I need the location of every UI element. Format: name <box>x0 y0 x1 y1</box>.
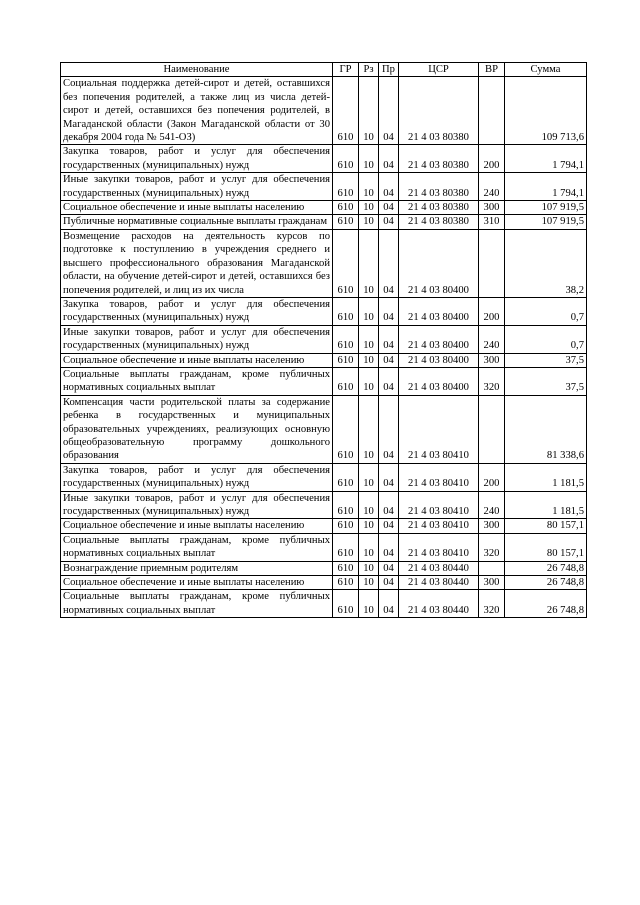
cell-name: Социальные выплаты гражданам, кроме публичных нормативных социальных выплат <box>61 367 333 395</box>
table-row <box>61 519 587 533</box>
cell-pr: 04 <box>379 519 399 533</box>
table-row <box>61 561 587 575</box>
cell-csr: 21 4 03 80400 <box>399 229 479 297</box>
table-row <box>61 201 587 215</box>
cell-name: Иные закупки товаров, работ и услуг для обеспечения государственных (муниципальных) нужд <box>61 325 333 353</box>
cell-sum: 107 919,5 <box>505 201 587 215</box>
cell-sum: 1 794,1 <box>505 145 587 173</box>
cell-pr: 04 <box>379 201 399 215</box>
cell-sum: 80 157,1 <box>505 519 587 533</box>
cell-rz: 10 <box>359 325 379 353</box>
cell-rz: 10 <box>359 576 379 590</box>
cell-rz: 10 <box>359 229 379 297</box>
cell-csr: 21 4 03 80440 <box>399 576 479 590</box>
cell-csr: 21 4 03 80410 <box>399 463 479 491</box>
cell-sum: 109 713,6 <box>505 77 587 145</box>
cell-gr: 610 <box>333 229 359 297</box>
cell-sum: 0,7 <box>505 325 587 353</box>
cell-rz: 10 <box>359 367 379 395</box>
cell-vr: 320 <box>479 367 505 395</box>
cell-gr: 610 <box>333 519 359 533</box>
cell-name: Социальные выплаты гражданам, кроме публичных нормативных социальных выплат <box>61 533 333 561</box>
cell-csr: 21 4 03 80410 <box>399 533 479 561</box>
cell-name: Закупка товаров, работ и услуг для обеспечения государственных (муниципальных) нужд <box>61 463 333 491</box>
cell-gr: 610 <box>333 395 359 463</box>
cell-csr: 21 4 03 80400 <box>399 353 479 367</box>
cell-name: Вознаграждение приемным родителям <box>61 561 333 575</box>
cell-csr: 21 4 03 80380 <box>399 145 479 173</box>
cell-rz: 10 <box>359 533 379 561</box>
cell-rz: 10 <box>359 145 379 173</box>
cell-vr: 200 <box>479 145 505 173</box>
cell-gr: 610 <box>333 533 359 561</box>
cell-vr: 240 <box>479 173 505 201</box>
cell-csr: 21 4 03 80380 <box>399 201 479 215</box>
cell-rz: 10 <box>359 215 379 229</box>
cell-vr: 300 <box>479 519 505 533</box>
header-rz: Рз <box>359 63 379 77</box>
cell-sum: 26 748,8 <box>505 590 587 618</box>
cell-gr: 610 <box>333 325 359 353</box>
cell-pr: 04 <box>379 353 399 367</box>
cell-vr <box>479 561 505 575</box>
cell-gr: 610 <box>333 463 359 491</box>
cell-name: Социальное обеспечение и иные выплаты населению <box>61 519 333 533</box>
cell-vr: 240 <box>479 325 505 353</box>
cell-name: Иные закупки товаров, работ и услуг для обеспечения государственных (муниципальных) нужд <box>61 173 333 201</box>
table-row <box>61 395 587 463</box>
cell-name: Социальное обеспечение и иные выплаты населению <box>61 201 333 215</box>
cell-rz: 10 <box>359 77 379 145</box>
cell-rz: 10 <box>359 590 379 618</box>
header-sum: Сумма <box>505 63 587 77</box>
cell-name: Возмещение расходов на деятельность курсов по подготовке к поступлению в учреждения среднего и высшего профессионального образования Магаданской области, на обучение детей-сирот и детей, оставшихся без попечения родителей, и лиц из их числа <box>61 229 333 297</box>
cell-vr: 240 <box>479 491 505 519</box>
cell-rz: 10 <box>359 395 379 463</box>
cell-vr: 200 <box>479 463 505 491</box>
cell-sum: 26 748,8 <box>505 561 587 575</box>
table-row <box>61 590 587 618</box>
cell-pr: 04 <box>379 561 399 575</box>
cell-pr: 04 <box>379 77 399 145</box>
cell-pr: 04 <box>379 576 399 590</box>
cell-csr: 21 4 03 80400 <box>399 367 479 395</box>
cell-sum: 1 181,5 <box>505 463 587 491</box>
cell-sum: 80 157,1 <box>505 533 587 561</box>
cell-name: Закупка товаров, работ и услуг для обеспечения государственных (муниципальных) нужд <box>61 297 333 325</box>
cell-vr: 320 <box>479 533 505 561</box>
table-row <box>61 491 587 519</box>
table-row <box>61 297 587 325</box>
cell-csr: 21 4 03 80400 <box>399 325 479 353</box>
table-row <box>61 325 587 353</box>
budget-table <box>60 62 587 618</box>
cell-rz: 10 <box>359 491 379 519</box>
cell-vr: 320 <box>479 590 505 618</box>
cell-vr: 310 <box>479 215 505 229</box>
cell-pr: 04 <box>379 229 399 297</box>
table-row <box>61 229 587 297</box>
cell-pr: 04 <box>379 215 399 229</box>
cell-gr: 610 <box>333 367 359 395</box>
cell-gr: 610 <box>333 201 359 215</box>
cell-vr: 300 <box>479 201 505 215</box>
cell-sum: 1 181,5 <box>505 491 587 519</box>
cell-csr: 21 4 03 80410 <box>399 519 479 533</box>
cell-rz: 10 <box>359 519 379 533</box>
cell-csr: 21 4 03 80440 <box>399 590 479 618</box>
cell-sum: 38,2 <box>505 229 587 297</box>
cell-pr: 04 <box>379 325 399 353</box>
table-row <box>61 367 587 395</box>
table-row <box>61 145 587 173</box>
cell-rz: 10 <box>359 297 379 325</box>
cell-gr: 610 <box>333 173 359 201</box>
cell-name: Социальная поддержка детей-сирот и детей, оставшихся без попечения родителей, а также лиц из числа детей-сирот и детей, оставшихся без попечения родителей, в Магаданской области (Закон Магаданской области от 30 декабря 2004 года № 541-ОЗ) <box>61 77 333 145</box>
cell-sum: 26 748,8 <box>505 576 587 590</box>
cell-gr: 610 <box>333 353 359 367</box>
cell-sum: 1 794,1 <box>505 173 587 201</box>
header-vr: ВР <box>479 63 505 77</box>
cell-rz: 10 <box>359 463 379 491</box>
cell-csr: 21 4 03 80410 <box>399 491 479 519</box>
cell-csr: 21 4 03 80380 <box>399 215 479 229</box>
cell-rz: 10 <box>359 353 379 367</box>
cell-vr: 200 <box>479 297 505 325</box>
table-row <box>61 77 587 145</box>
cell-name: Компенсация части родительской платы за содержание ребенка в государственных и муниципальных образовательных учреждениях, реализующих основную общеобразовательную программу дошкольного образования <box>61 395 333 463</box>
cell-vr <box>479 395 505 463</box>
cell-pr: 04 <box>379 463 399 491</box>
cell-rz: 10 <box>359 561 379 575</box>
table-row <box>61 463 587 491</box>
cell-name: Иные закупки товаров, работ и услуг для обеспечения государственных (муниципальных) нужд <box>61 491 333 519</box>
cell-name: Публичные нормативные социальные выплаты гражданам <box>61 215 333 229</box>
table-row <box>61 173 587 201</box>
cell-sum: 37,5 <box>505 367 587 395</box>
cell-gr: 610 <box>333 77 359 145</box>
cell-gr: 610 <box>333 297 359 325</box>
cell-rz: 10 <box>359 201 379 215</box>
header-csr: ЦСР <box>399 63 479 77</box>
cell-name: Социальное обеспечение и иные выплаты населению <box>61 353 333 367</box>
cell-gr: 610 <box>333 561 359 575</box>
cell-vr <box>479 229 505 297</box>
cell-sum: 81 338,6 <box>505 395 587 463</box>
table-body <box>61 77 587 618</box>
cell-csr: 21 4 03 80440 <box>399 561 479 575</box>
cell-csr: 21 4 03 80400 <box>399 297 479 325</box>
cell-rz: 10 <box>359 173 379 201</box>
table-row <box>61 533 587 561</box>
table-row <box>61 576 587 590</box>
cell-gr: 610 <box>333 576 359 590</box>
cell-gr: 610 <box>333 145 359 173</box>
cell-vr <box>479 77 505 145</box>
cell-gr: 610 <box>333 491 359 519</box>
cell-gr: 610 <box>333 590 359 618</box>
cell-pr: 04 <box>379 590 399 618</box>
cell-vr: 300 <box>479 576 505 590</box>
cell-name: Социальное обеспечение и иные выплаты населению <box>61 576 333 590</box>
cell-sum: 107 919,5 <box>505 215 587 229</box>
cell-sum: 37,5 <box>505 353 587 367</box>
cell-pr: 04 <box>379 491 399 519</box>
cell-csr: 21 4 03 80380 <box>399 77 479 145</box>
cell-pr: 04 <box>379 145 399 173</box>
table-row <box>61 215 587 229</box>
cell-name: Социальные выплаты гражданам, кроме публичных нормативных социальных выплат <box>61 590 333 618</box>
cell-pr: 04 <box>379 173 399 201</box>
cell-name: Закупка товаров, работ и услуг для обеспечения государственных (муниципальных) нужд <box>61 145 333 173</box>
table-header-row <box>61 63 587 77</box>
cell-sum: 0,7 <box>505 297 587 325</box>
header-gr: ГР <box>333 63 359 77</box>
table-row <box>61 353 587 367</box>
cell-gr: 610 <box>333 215 359 229</box>
cell-pr: 04 <box>379 297 399 325</box>
header-pr: Пр <box>379 63 399 77</box>
cell-csr: 21 4 03 80410 <box>399 395 479 463</box>
cell-pr: 04 <box>379 367 399 395</box>
header-name: Наименование <box>61 63 333 77</box>
cell-pr: 04 <box>379 533 399 561</box>
cell-pr: 04 <box>379 395 399 463</box>
cell-vr: 300 <box>479 353 505 367</box>
cell-csr: 21 4 03 80380 <box>399 173 479 201</box>
